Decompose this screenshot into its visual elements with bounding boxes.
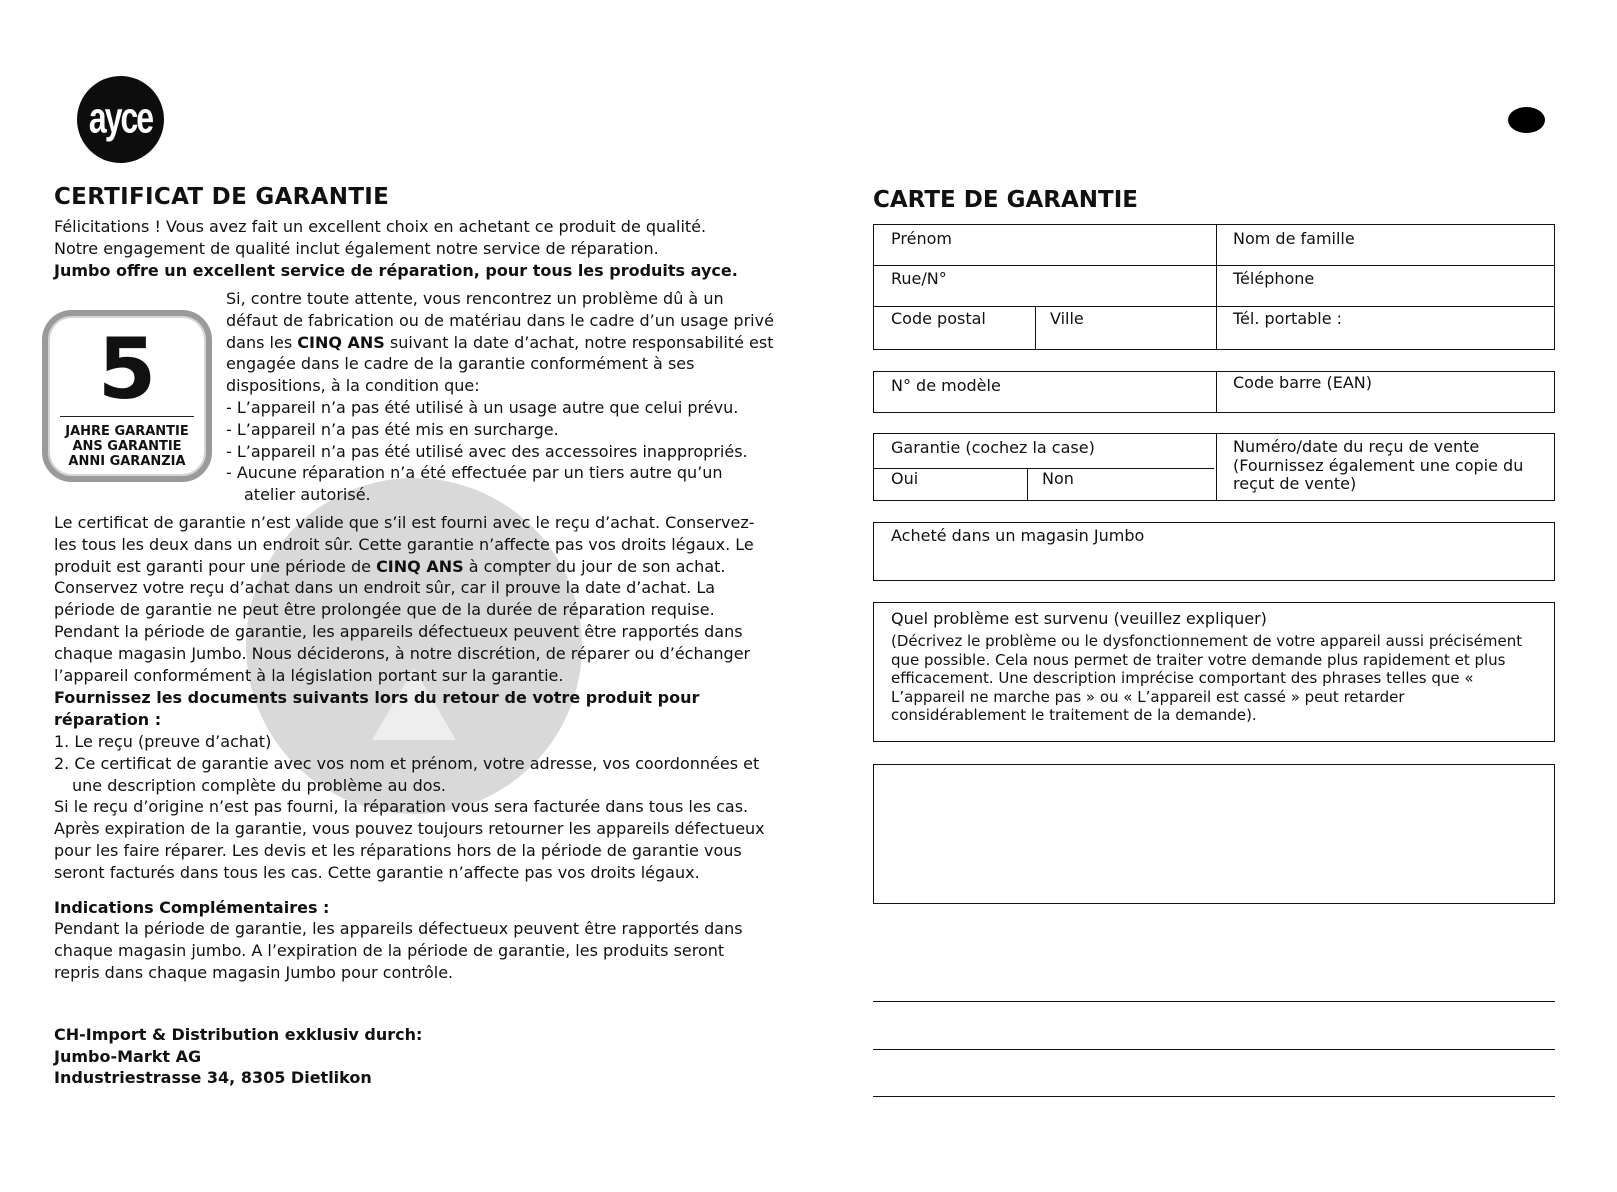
five-year-warranty-badge xyxy=(42,310,212,482)
conditions-intro xyxy=(226,288,776,397)
document-item: 1. Le reçu (preuve d’achat) xyxy=(54,731,272,751)
validity-a: Le certificat de garantie n’est valide que s’il est fourni avec le reçu d’achat. Conservez-les tous les deux dans un endroit sûr. Cette garantie n’affecte pas vos droits légaux. Le produit est garanti pour une période de xyxy=(54,513,755,576)
intro-line-2: Notre engagement de qualité inclut également notre service de réparation. xyxy=(54,238,659,258)
logo-text: ayce xyxy=(88,93,153,143)
model-box xyxy=(873,371,1555,413)
validity-paragraph xyxy=(54,512,774,686)
ean-field[interactable]: Code barre (EAN) xyxy=(1233,373,1372,392)
receipt-label: Numéro/date du reçu de vente xyxy=(1233,437,1480,456)
import-address xyxy=(54,1024,774,1089)
problem-box xyxy=(873,602,1555,742)
phone-field[interactable]: Téléphone xyxy=(1233,269,1315,288)
warranty-card-title: CARTE DE GARANTIE xyxy=(873,187,1138,213)
badge-divider xyxy=(60,416,194,417)
divider xyxy=(1216,434,1217,500)
yes-checkbox[interactable]: Oui xyxy=(891,469,919,488)
import-line: Jumbo-Markt AG xyxy=(54,1046,202,1066)
problem-note: (Décrivez le problème ou le dysfonctionnement de votre appareil aussi précisément que possible. Cela nous permet de traiter votre demande plus rapidement et plus efficacement. Une description imprécise comportant des phrases telles que « L’appareil ne marche pas » ou « L’appareil est cassé » peut retarder considérablement le traitement de la demande). xyxy=(891,632,1523,725)
condition-item: - Aucune réparation n’a été effectuée par un tiers autre qu’un atelier autorisé. xyxy=(226,463,723,505)
receipt-note: (Fournissez également une copie du reçut de vente) xyxy=(1233,455,1524,493)
problem-label: Quel problème est survenu (veuillez expliquer) xyxy=(891,609,1267,628)
language-marker xyxy=(1508,107,1545,133)
badge-line-de: JAHRE GARANTIE xyxy=(65,424,189,439)
condition-item: - L’appareil n’a pas été utilisé à un usage autre que celui prévu. xyxy=(226,397,739,417)
conditions-intro-b: suivant la date d’achat, notre responsabilité est engagée dans le cadre de la garantie conformément à ses dispositions, à la condition que: xyxy=(226,332,774,396)
store-box xyxy=(873,522,1555,581)
import-line: Industriestrasse 34, 8305 Dietlikon xyxy=(54,1068,372,1088)
city-field[interactable]: Ville xyxy=(1050,309,1084,328)
last-name-field[interactable]: Nom de famille xyxy=(1233,229,1355,248)
after-documents-paragraph: Si le reçu d’origine n’est pas fourni, la réparation vous sera facturée dans tous les cas. Après expiration de la garantie, vous pouvez toujours retourner les appareils défectueux pour les faire réparer. Les devis et les réparations hors de la période de garantie vous seront facturés dans tous les cas. Cette garantie n’affecte pas vos droits légaux. xyxy=(54,797,765,882)
divider xyxy=(874,265,1554,266)
divider xyxy=(1216,372,1217,412)
intro-line-1: Félicitations ! Vous avez fait un excellent choix en achetant ce produit de qualité. xyxy=(54,217,707,236)
receipt-field[interactable] xyxy=(1233,438,1548,494)
personal-info-box xyxy=(873,224,1555,350)
warranty-receipt-box xyxy=(873,433,1555,501)
extra-title: Indications Complémentaires : xyxy=(54,897,330,917)
divider xyxy=(1035,306,1036,349)
problem-description-area[interactable] xyxy=(873,764,1555,904)
validity-bold: CINQ ANS xyxy=(376,556,464,576)
badge-number: 5 xyxy=(97,320,157,418)
divider xyxy=(1216,225,1217,349)
store-field[interactable]: Acheté dans un magasin Jumbo xyxy=(891,526,1145,545)
extra-paragraph: Pendant la période de garantie, les appareils défectueux peuvent être rapportés dans chaque magasin jumbo. A l’expiration de la période de garantie, les produits seront repris dans chaque magasin Jumbo pour contrôle. xyxy=(54,919,743,982)
no-checkbox[interactable]: Non xyxy=(1042,469,1074,488)
warranty-certificate xyxy=(54,184,774,281)
badge-text xyxy=(48,424,206,469)
mobile-field[interactable]: Tél. portable : xyxy=(1233,309,1343,328)
writing-line[interactable] xyxy=(873,1049,1555,1050)
first-name-field[interactable]: Prénom xyxy=(891,229,952,248)
writing-line[interactable] xyxy=(873,1001,1555,1002)
ayce-logo xyxy=(77,76,164,163)
warranty-checkbox-label: Garantie (cochez la case) xyxy=(891,438,1095,457)
validity-b: à compter du jour de son achat. Conservez votre reçu d’achat dans un endroit sûr, car il prouve la date d’achat. La période de garantie ne peut être prolongée que de la durée de réparation requise. Pendant la période de garantie, les appareils défectueux peuvent être rapportés dans chaque magasin Jumbo. Nous déciderons, à notre discrétion, de réparer ou d’échanger l’appareil conformément à la législation portant sur la garantie. xyxy=(54,556,751,685)
writing-line[interactable] xyxy=(873,1096,1555,1097)
badge-line-fr: ANS GARANTIE xyxy=(72,439,182,454)
intro-bold: Jumbo offre un excellent service de réparation, pour tous les produits ayce. xyxy=(54,260,738,280)
condition-item: - L’appareil n’a pas été mis en surcharge. xyxy=(226,419,559,439)
certificate-title: CERTIFICAT DE GARANTIE xyxy=(54,184,390,210)
five-years-bold: CINQ ANS xyxy=(297,332,385,352)
street-field[interactable]: Rue/N° xyxy=(891,269,947,288)
conditions-block xyxy=(226,288,776,506)
divider xyxy=(1027,468,1028,500)
import-line: CH-Import & Distribution exklusiv durch: xyxy=(54,1024,423,1044)
conditions-intro-a: Si, contre toute attente, vous rencontrez un problème dû à un défaut de fabrication ou de matériau dans le cadre d’un usage privé dans les xyxy=(226,289,774,352)
document-item: 2. Ce certificat de garantie avec vos nom et prénom, votre adresse, vos coordonnées et une description complète du problème au dos. xyxy=(54,753,760,795)
divider xyxy=(874,306,1554,307)
documents-title: Fournissez les documents suivants lors du retour de votre produit pour réparation : xyxy=(54,688,700,730)
badge-line-it: ANNI GARANZIA xyxy=(68,454,186,469)
postal-code-field[interactable]: Code postal xyxy=(891,309,986,328)
condition-item: - L’appareil n’a pas été utilisé avec des accessoires inappropriés. xyxy=(226,441,748,461)
model-number-field[interactable]: N° de modèle xyxy=(891,376,1001,395)
certificate-body xyxy=(54,512,774,1089)
